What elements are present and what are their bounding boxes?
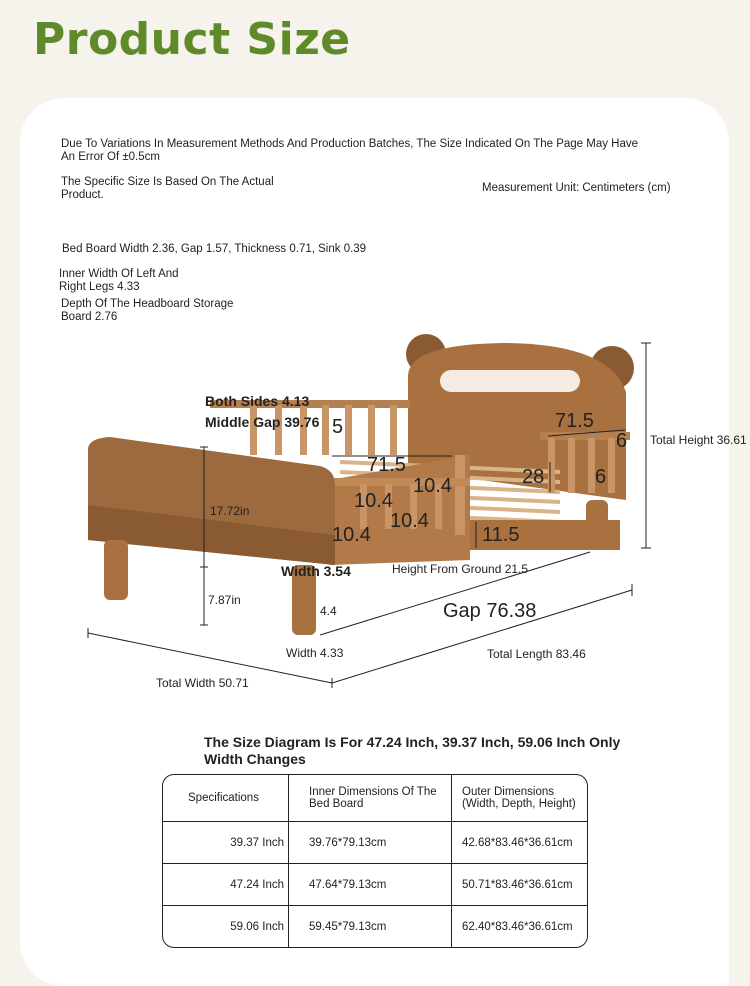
width-3-54-label: Width 3.54 bbox=[281, 563, 351, 579]
total-height-label: Total Height 36.61 bbox=[650, 433, 747, 447]
spindle-gap-label: 10.4 bbox=[390, 510, 429, 532]
ground-height-label: Height From Ground 21.5 bbox=[392, 562, 529, 576]
row-outer: 50.71*83.46*36.61cm bbox=[452, 864, 587, 906]
middle-gap-label: Middle Gap 39.76 bbox=[205, 414, 320, 430]
leg bbox=[104, 540, 128, 600]
spec-table bbox=[162, 774, 588, 948]
row-outer: 62.40*83.46*36.61cm bbox=[462, 920, 573, 933]
total-width-label: Total Width 50.71 bbox=[156, 676, 249, 690]
four-four-label: 4.4 bbox=[320, 604, 337, 618]
width-4-33-label: Width 4.33 bbox=[286, 646, 344, 660]
bed-illustration bbox=[88, 334, 634, 635]
table-row bbox=[163, 906, 587, 947]
header-specifications: Specifications bbox=[163, 775, 289, 822]
total-length-label: Total Length 83.46 bbox=[487, 647, 586, 661]
height-17-72-label: 17.72in bbox=[210, 504, 250, 518]
twenty-eight-label: 28 bbox=[522, 466, 545, 488]
spindle-gap-label: 10.4 bbox=[413, 475, 452, 497]
eleven-five-label: 11.5 bbox=[482, 524, 520, 546]
page-title: Product Size bbox=[33, 14, 351, 65]
actual-product-note: The Specific Size Is Based On The Actual Product. bbox=[61, 176, 274, 201]
headboard-handle bbox=[440, 370, 580, 392]
row-inner: 39.76*79.13cm bbox=[289, 822, 452, 864]
six-bottom-label: 6 bbox=[595, 466, 607, 488]
rail-71-5-label: 71.5 bbox=[367, 454, 406, 476]
variation-note: Due To Variations In Measurement Methods And Production Batches, The Size Indicated On The Page May Have An Error Of ±0.5cm bbox=[61, 138, 639, 163]
rail-71-5-right-label: 71.5 bbox=[555, 410, 594, 432]
row-outer: 42.68*83.46*36.61cm bbox=[452, 822, 587, 864]
inner-width-spec: Inner Width Of Left And Right Legs 4.33 bbox=[59, 268, 179, 293]
unit-note: Measurement Unit: Centimeters (cm) bbox=[482, 182, 671, 194]
leg bbox=[586, 500, 608, 548]
size-diagram-note: The Size Diagram Is For 47.24 Inch, 39.37 Inch, 59.06 Inch Only Width Changes bbox=[204, 734, 621, 767]
six-top-label: 6 bbox=[616, 430, 628, 452]
row-inner: 47.64*79.13cm bbox=[289, 864, 452, 906]
both-sides-label: Both Sides 4.13 bbox=[205, 393, 310, 409]
table-header-row bbox=[163, 775, 587, 822]
gap-76-38-label: Gap 76.38 bbox=[443, 600, 537, 622]
spindle-gap-label: 10.4 bbox=[332, 524, 371, 546]
table-row bbox=[163, 822, 587, 864]
header-outer-dimensions: Outer Dimensions (Width, Depth, Height) bbox=[452, 775, 587, 822]
headboard-depth-spec: Depth Of The Headboard Storage Board 2.76 bbox=[61, 298, 234, 323]
row-inner: 59.45*79.13cm bbox=[289, 906, 452, 947]
row-spec: 59.06 Inch bbox=[163, 906, 289, 947]
five-label: 5 bbox=[332, 416, 344, 438]
spindle-gap-label: 10.4 bbox=[354, 490, 393, 512]
height-7-87-label: 7.87in bbox=[208, 593, 241, 607]
table-row bbox=[163, 864, 587, 906]
row-spec: 47.24 Inch bbox=[163, 864, 289, 906]
bed-board-spec: Bed Board Width 2.36, Gap 1.57, Thickness 0.71, Sink 0.39 bbox=[62, 243, 367, 255]
header-inner-dimensions: Inner Dimensions Of The Bed Board bbox=[289, 775, 452, 822]
row-spec: 39.37 Inch bbox=[163, 822, 289, 864]
